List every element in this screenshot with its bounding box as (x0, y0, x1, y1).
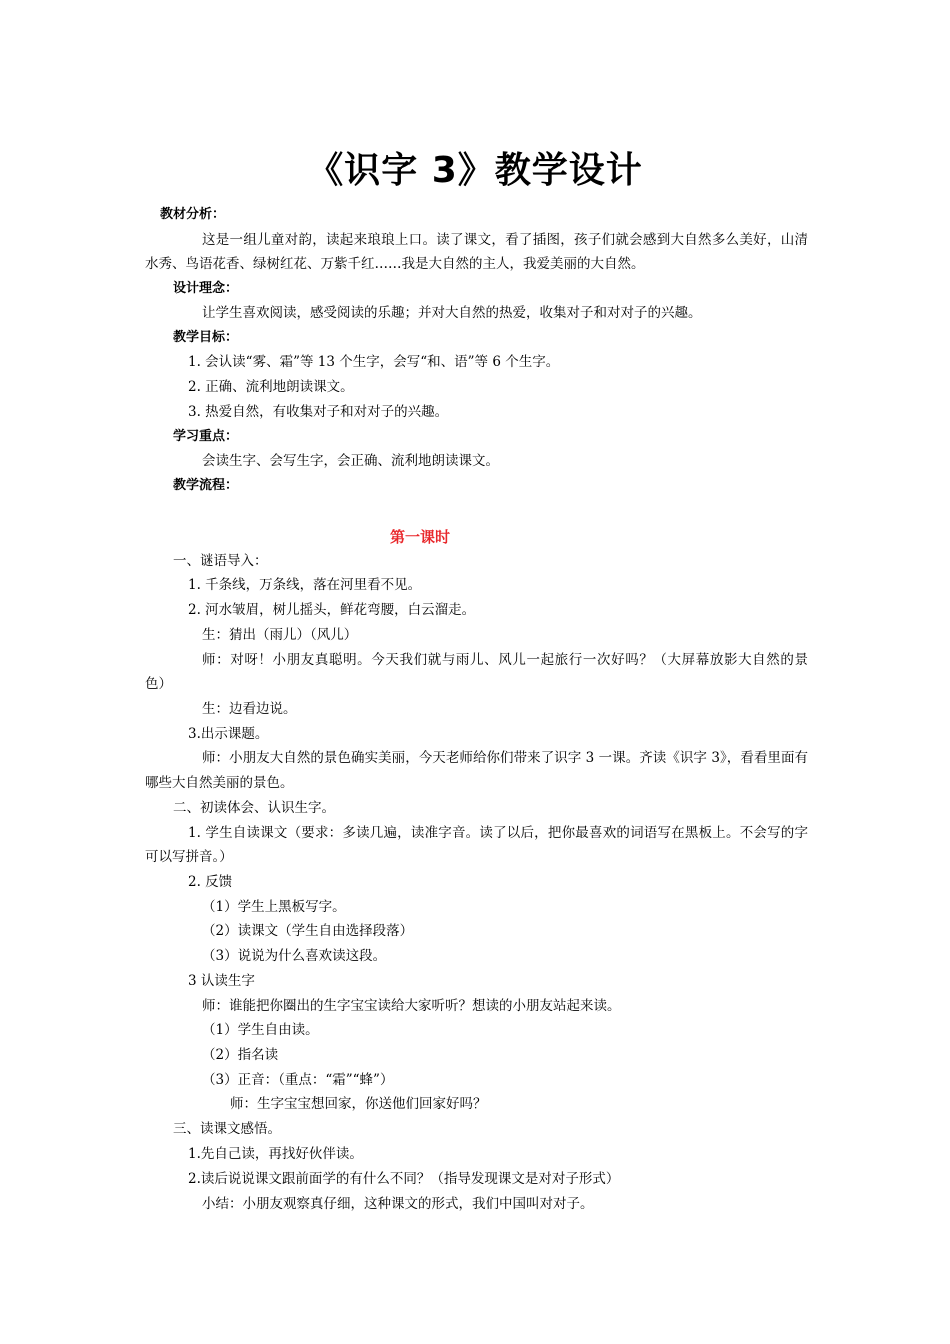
body-line: （1）学生自由读。 (202, 1022, 319, 1038)
goal-item-3: 3. 热爱自然，有收集对子和对对子的兴趣。 (188, 404, 449, 420)
body-line: 2. 反馈 (188, 874, 233, 890)
body-line: （3）说说为什么喜欢读这段。 (202, 948, 387, 964)
body-line: 2. 河水皱眉，树儿摇头，鲜花弯腰，白云溜走。 (188, 602, 476, 618)
body-line: 师：谁能把你圈出的生字宝宝读给大家听听？想读的小朋友站起来读。 (202, 998, 621, 1014)
body-line: 师：生字宝宝想回家，你送他们回家好吗？ (230, 1096, 487, 1112)
body-line: 二、初读体会、认识生字。 (173, 800, 335, 816)
body-line: 色） (145, 676, 172, 692)
body-line: 可以写拼音。） (145, 849, 233, 865)
body-line: 师：对呀！小朋友真聪明。今天我们就与雨儿、风儿一起旅行一次好吗？（大屏幕放影大自然的景 (202, 652, 808, 668)
body-line: （2）读课文（学生自由选择段落） (202, 923, 414, 939)
body-line: 三、读课文感悟。 (173, 1121, 281, 1137)
body-line: （1）学生上黑板写字。 (202, 899, 346, 915)
concept-paragraph: 让学生喜欢阅读，感受阅读的乐趣；并对大自然的热爱，收集对子和对对子的兴趣。 (202, 305, 702, 321)
body-line: 小结：小朋友观察真仔细，这种课文的形式，我们中国叫对对子。 (202, 1196, 594, 1212)
body-line: 生：边看边说。 (202, 701, 297, 717)
goal-item-2: 2. 正确、流利地朗读课文。 (188, 379, 354, 395)
body-line: 1. 学生自读课文（要求：多读几遍，读准字音。读了以后，把你最喜欢的词语写在黑板上。不会写的字 (188, 825, 808, 841)
analysis-heading: 教材分析： (160, 207, 226, 222)
goal-item-1: 1. 会认读“雾、霜”等 13 个生字，会写“和、语”等 6 个生字。 (188, 354, 560, 370)
body-line: 3.出示课题。 (188, 726, 269, 742)
analysis-paragraph-line-1: 这是一组儿童对韵，读起来琅琅上口。读了课文，看了插图，孩子们就会感到大自然多么美好，山清 (202, 232, 808, 248)
body-line: 生：猜出（雨儿）（风儿） (202, 627, 358, 643)
body-line: （3）正音：（重点：“霜”“蜂”） (202, 1072, 394, 1088)
focus-heading: 学习重点： (173, 429, 239, 444)
analysis-paragraph-line-2: 水秀、鸟语花香、绿树红花、万紫千红……我是大自然的主人，我爱美丽的大自然。 (145, 256, 645, 272)
goals-heading: 教学目标： (173, 330, 239, 345)
body-line: 3 认读生字 (188, 973, 255, 989)
body-line: 哪些大自然美丽的景色。 (145, 775, 294, 791)
body-line: 一、谜语导入： (173, 553, 268, 569)
body-line: 1.先自己读，再找好伙伴读。 (188, 1146, 363, 1162)
body-line: 师：小朋友大自然的景色确实美丽，今天老师给你们带来了识字 3 一课。齐读《识字 3》，看看里面有 (202, 750, 808, 766)
document-title: 《识字 3》教学设计 (307, 150, 643, 191)
focus-paragraph: 会读生字、会写生字，会正确、流利地朗读课文。 (202, 453, 499, 469)
concept-heading: 设计理念： (173, 281, 239, 296)
body-line: 2.读后说说课文跟前面学的有什么不同？（指导发现课文是对对子形式） (188, 1171, 620, 1187)
body-line: 1. 千条线，万条线，落在河里看不见。 (188, 577, 422, 593)
lesson-title: 第一课时 (389, 528, 450, 546)
process-heading: 教学流程： (173, 478, 239, 493)
body-line: （2）指名读 (202, 1047, 279, 1063)
